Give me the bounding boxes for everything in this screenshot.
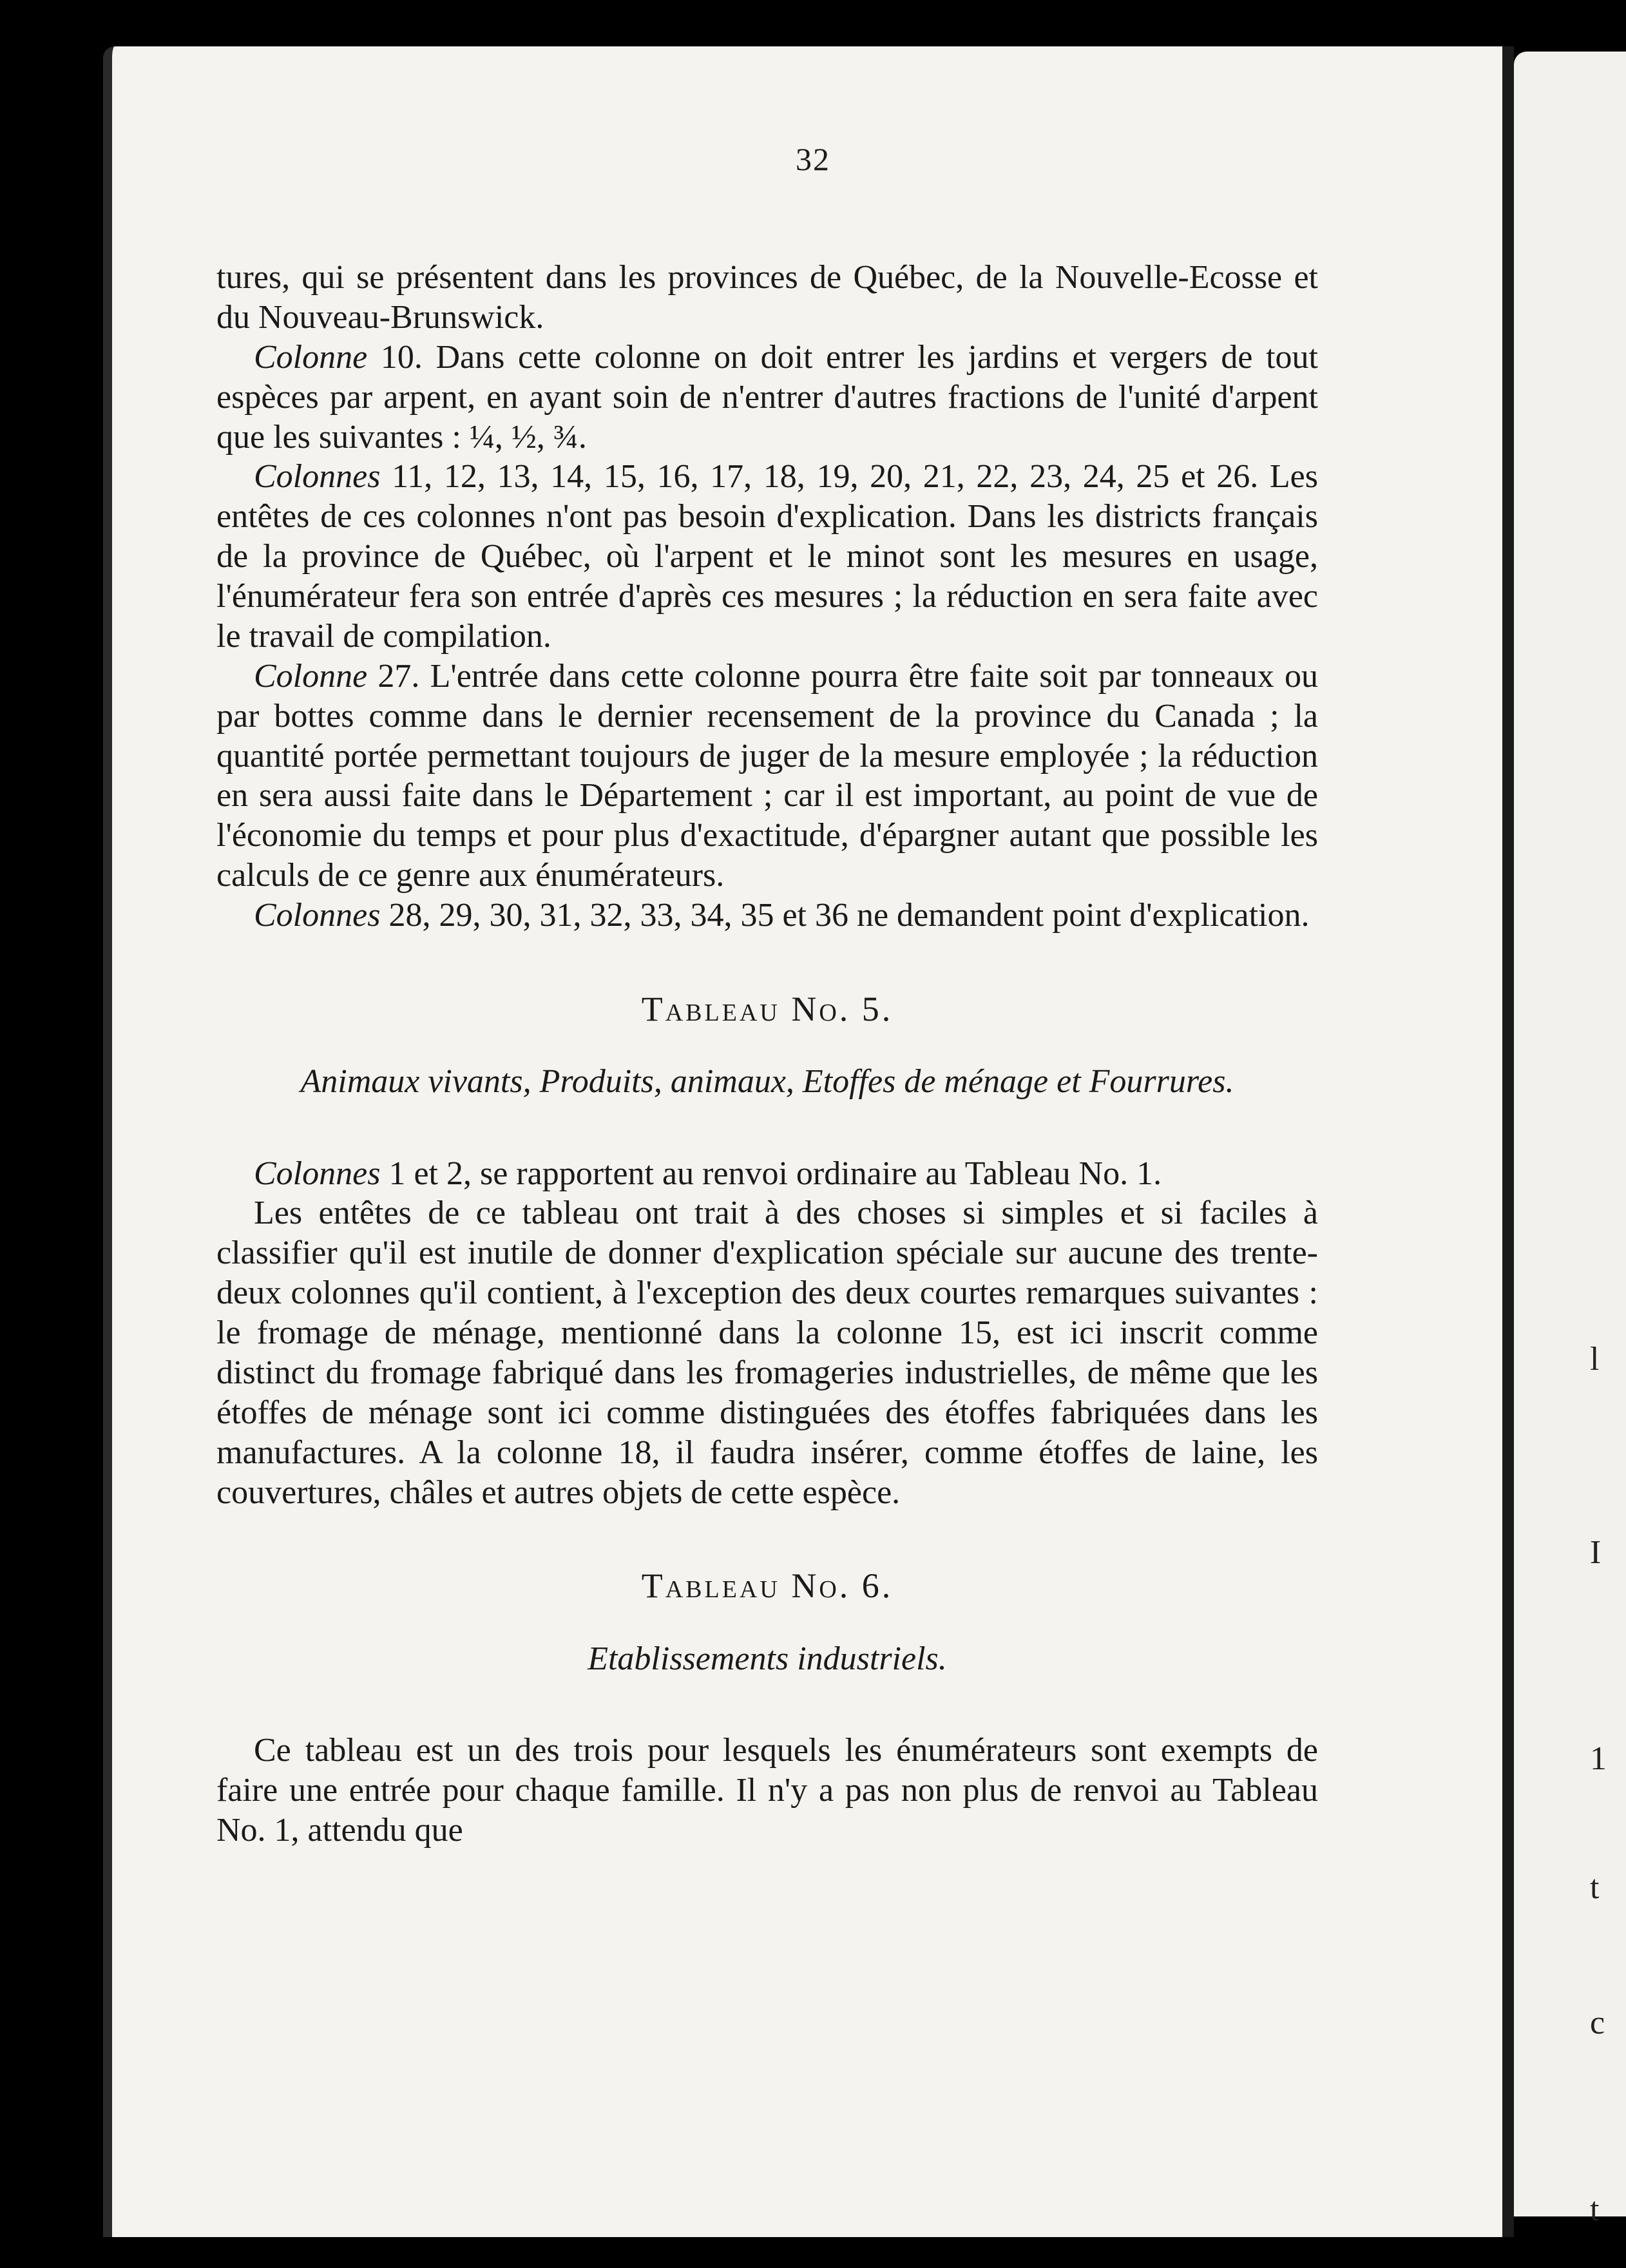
paragraph-lead: Colonnes [254,458,381,495]
paragraph [216,338,1318,457]
paragraph-lead: Colonne [254,657,368,695]
paragraph-lead: Colonne [254,338,368,376]
paragraph [216,1731,1318,1850]
paragraph-text: Les entêtes de ce tableau ont trait à des choses si simples et si faciles à classifier qu'il est inutile de donner d'explication spéciale sur aucune des trente-deux colonnes qu'il contient, à l'exception des deux courtes remarques suivantes : le fromage de ménage, mentionné dans la colonne 15, est ici inscrit comme distinct du fromage fabriqué dans les fromageries industrielles, de même que les étoffes de ménage sont ici comme distinguées des étoffes fabriquées dans les manufactures. A la colonne 18, il faudra insérer, comme étoffes de laine, les couvertures, châles et autres objets de cette espèce. [216,1195,1318,1511]
paragraph [216,657,1318,896]
paragraph-text: 27. L'entrée dans cette colonne pourra être faite soit par tonneaux ou par bottes comme dans le dernier recensement de la province du Canada ; la quantité portée permettant toujours de juger de la mesure employée ; la réduction en sera aussi faite dans le Département ; car il est important, au point de vue de l'économie du temps et pour plus d'exactitude, d'épargner autant que possible les calculs de ce genre aux énumérateurs. [216,657,1318,894]
paragraph-lead: Colonnes [254,1155,381,1192]
edge-glyph: c [1590,2004,1605,2041]
book-spine [1502,46,1514,2237]
paragraph [216,1154,1318,1194]
adjacent-page-edge [1514,52,1626,2228]
paragraph [216,258,1318,338]
edge-glyph: t [1590,2191,1600,2228]
paragraph-text: 10. Dans cette colonne on doit entrer les jardins et vergers de tout espèces par arpent, en ayant soin de n'entrer d'autres fractions de l'unité d'arpent que les suivantes : ¼, ½, ¾. [216,338,1318,456]
section-subtitle: Etablissements industriels. [588,1640,947,1677]
paragraph [216,1193,1318,1512]
edge-glyph: l [1590,1341,1600,1378]
page-body [216,258,1318,1850]
section-heading: Tableau No. 6. [641,1566,894,1606]
paragraph-text: tures, qui se présentent dans les provinces de Québec, de la Nouvelle-Ecosse et du Nouveau-Brunswick. [216,259,1318,336]
paragraph-text: 11, 12, 13, 14, 15, 16, 17, 18, 19, 20, 21, 22, 23, 24, 25 et 26. Les entêtes de ces colonnes n'ont pas besoin d'explication. Dans les districts français de la province de Québec, où l'arpent et le minot sont les mesures en usage, l'énumérateur fera son entrée d'après ces mesures ; la réduction en sera faite avec le travail de compilation. [216,458,1318,655]
paragraph-text: 28, 29, 30, 31, 32, 33, 34, 35 et 36 ne demandent point d'explication. [380,897,1310,934]
paragraph-lead: Colonnes [254,897,381,934]
section-heading: Tableau No. 5. [641,989,894,1028]
paragraph [216,457,1318,656]
edge-glyph: t [1590,1869,1600,1906]
page-number: 32 [796,141,830,177]
section-subtitle: Animaux vivants, Produits, animaux, Etoffes de ménage et Fourrures. [300,1063,1234,1100]
paragraph [216,896,1318,936]
edge-glyph: 1 [1590,1740,1607,1777]
paragraph-text: Ce tableau est un des trois pour lesquels les énumérateurs sont exempts de faire une entrée pour chaque famille. Il n'y a pas non plus de renvoi au Tableau No. 1, attendu que [216,1732,1318,1849]
edge-glyph: I [1590,1534,1602,1571]
paragraph-text: 1 et 2, se rapportent au renvoi ordinaire au Tableau No. 1. [380,1155,1162,1192]
